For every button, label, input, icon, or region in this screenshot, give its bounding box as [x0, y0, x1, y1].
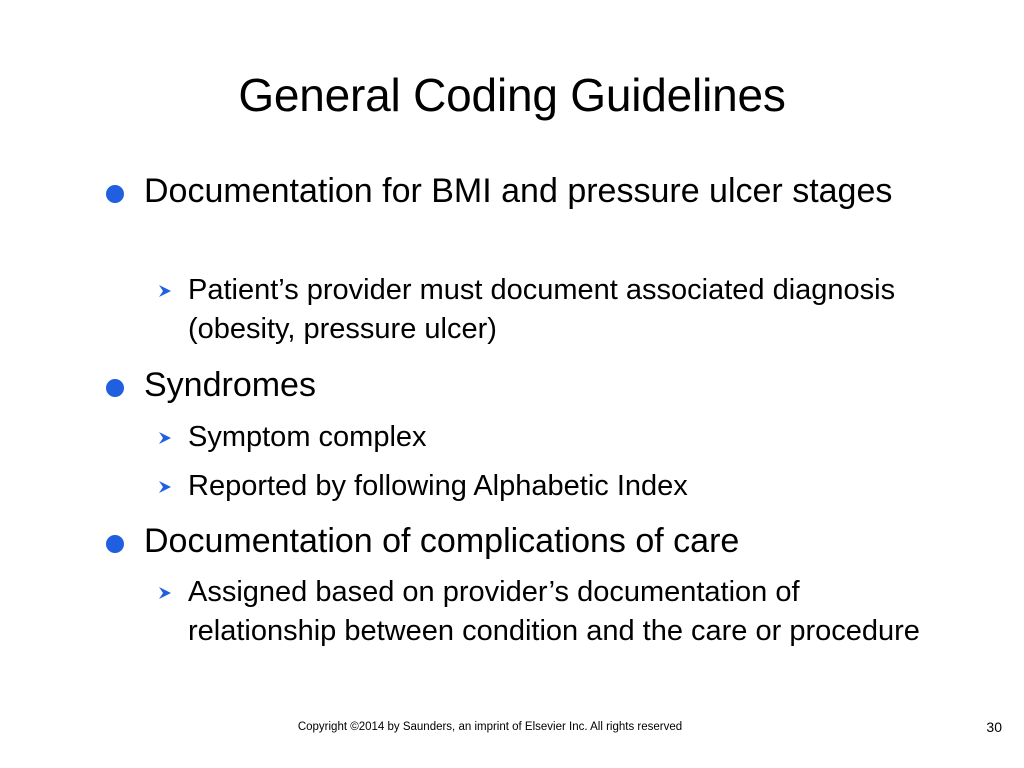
bullet-item — [144, 362, 934, 408]
bullet-text: Documentation for BMI and pressure ulcer stages — [144, 172, 893, 210]
page-number: 30 — [986, 719, 1002, 735]
bullet-item — [144, 518, 934, 564]
arrowhead-icon — [157, 479, 173, 495]
sub-bullet-item — [188, 573, 928, 651]
bullet-text: Documentation of complications of care — [144, 522, 740, 560]
bullet-dot-icon — [106, 379, 124, 397]
slide-title: General Coding Guidelines — [238, 69, 786, 121]
arrowhead-icon — [157, 430, 173, 446]
sub-bullet-item — [188, 467, 928, 506]
sub-bullet-text: Symptom complex — [188, 421, 427, 453]
bullet-dot-icon — [106, 185, 124, 203]
sub-bullet-item — [188, 271, 928, 349]
bullet-text: Syndromes — [144, 366, 316, 404]
arrowhead-icon — [157, 585, 173, 601]
sub-bullet-text: Patient’s provider must document associated diagnosis (obesity, pressure ulcer) — [188, 274, 896, 345]
sub-bullet-item — [188, 418, 928, 457]
copyright-footer: Copyright ©2014 by Saunders, an imprint of Elsevier Inc. All rights reserved — [297, 721, 683, 733]
sub-bullet-text: Reported by following Alphabetic Index — [188, 470, 688, 502]
arrowhead-icon — [157, 283, 173, 299]
sub-bullet-text: Assigned based on provider’s documentation of relationship between condition and the care or procedure — [188, 576, 920, 647]
bullet-dot-icon — [106, 535, 124, 553]
bullet-item — [144, 168, 934, 214]
